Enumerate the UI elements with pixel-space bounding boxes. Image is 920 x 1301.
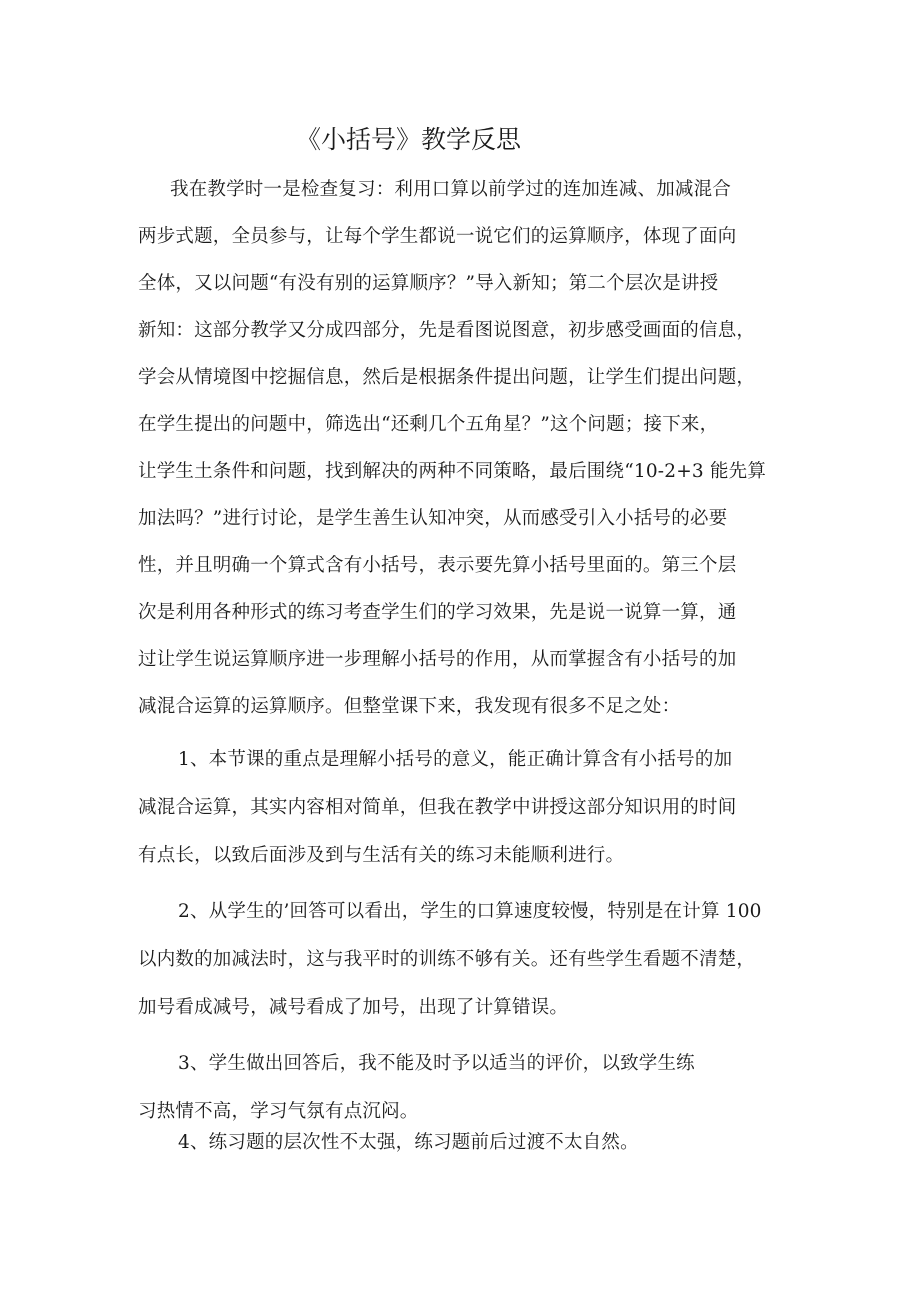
list-item-1-line: 减混合运算，其实内容相对简单，但我在教学中讲授这部分知识用的时间 [138,797,737,818]
paragraph-line: 新知：这部分教学又分成四部分，先是看图说图意，初步感受画面的信息， [138,320,756,341]
document-title: 《小括号》教学反思 [296,125,522,154]
list-item-2-line: 加号看成减号，减号看成了加号，出现了计算错误。 [138,997,569,1018]
paragraph-line: 两步式题，全员参与，让每个学生都说一说它们的运算顺序，体现了面向 [138,226,737,247]
paragraph-line: 我在教学时一是检查复习：利用口算以前学过的连加连减、加减混合 [170,179,732,200]
list-item-3-line: 习热情不高，学习气氛有点沉闷。 [138,1101,419,1122]
paragraph-line: 加法吗？”进行讨论，是学生善生认知冲突，从而感受引入小括号的必要 [138,508,728,529]
paragraph-line: 学会从情境图中挖掘信息，然后是根据条件提出问题，让学生们提出问题， [138,367,756,388]
paragraph-line: 性，并且明确一个算式含有小括号，表示要先算小括号里面的。第三个层 [138,555,737,576]
list-item-2-line: 2、从学生的’回答可以看出，学生的口算速度较慢，特别是在计算 100 [178,901,762,922]
list-item-2-line: 以内数的加减法时，这与我平时的训练不够有关。还有些学生看题不清楚， [138,949,756,970]
paragraph-line: 让学生土条件和问题，找到解决的两种不同策略，最后围绕“10-2+3 能先算 [138,461,767,482]
paragraph-line: 过让学生说运算顺序进一步理解小括号的作用，从而掌握含有小括号的加 [138,649,737,670]
paragraph-line: 全体，又以问题“有没有别的运算顺序？”导入新知；第二个层次是讲授 [138,273,719,294]
list-item-1-line: 1、本节课的重点是理解小括号的意义，能正确计算含有小括号的加 [178,749,733,770]
paragraph-line: 次是利用各种形式的练习考查学生们的学习效果，先是说一说算一算，通 [138,602,737,623]
paragraph-line: 减混合运算的运算顺序。但整堂课下来，我发现有很多不足之处： [138,696,681,717]
list-item-4-line: 4、练习题的层次性不太强，练习题前后过渡不太自然。 [178,1132,639,1153]
list-item-1-line: 有点长，以致后面涉及到与生活有关的练习未能顺利进行。 [138,845,625,866]
list-item-3-line: 3、学生做出回答后，我不能及时予以适当的评价，以致学生练 [178,1053,695,1074]
paragraph-line: 在学生提出的问题中，筛选出“还剩几个五角星？”这个问题；接下来， [138,414,719,435]
